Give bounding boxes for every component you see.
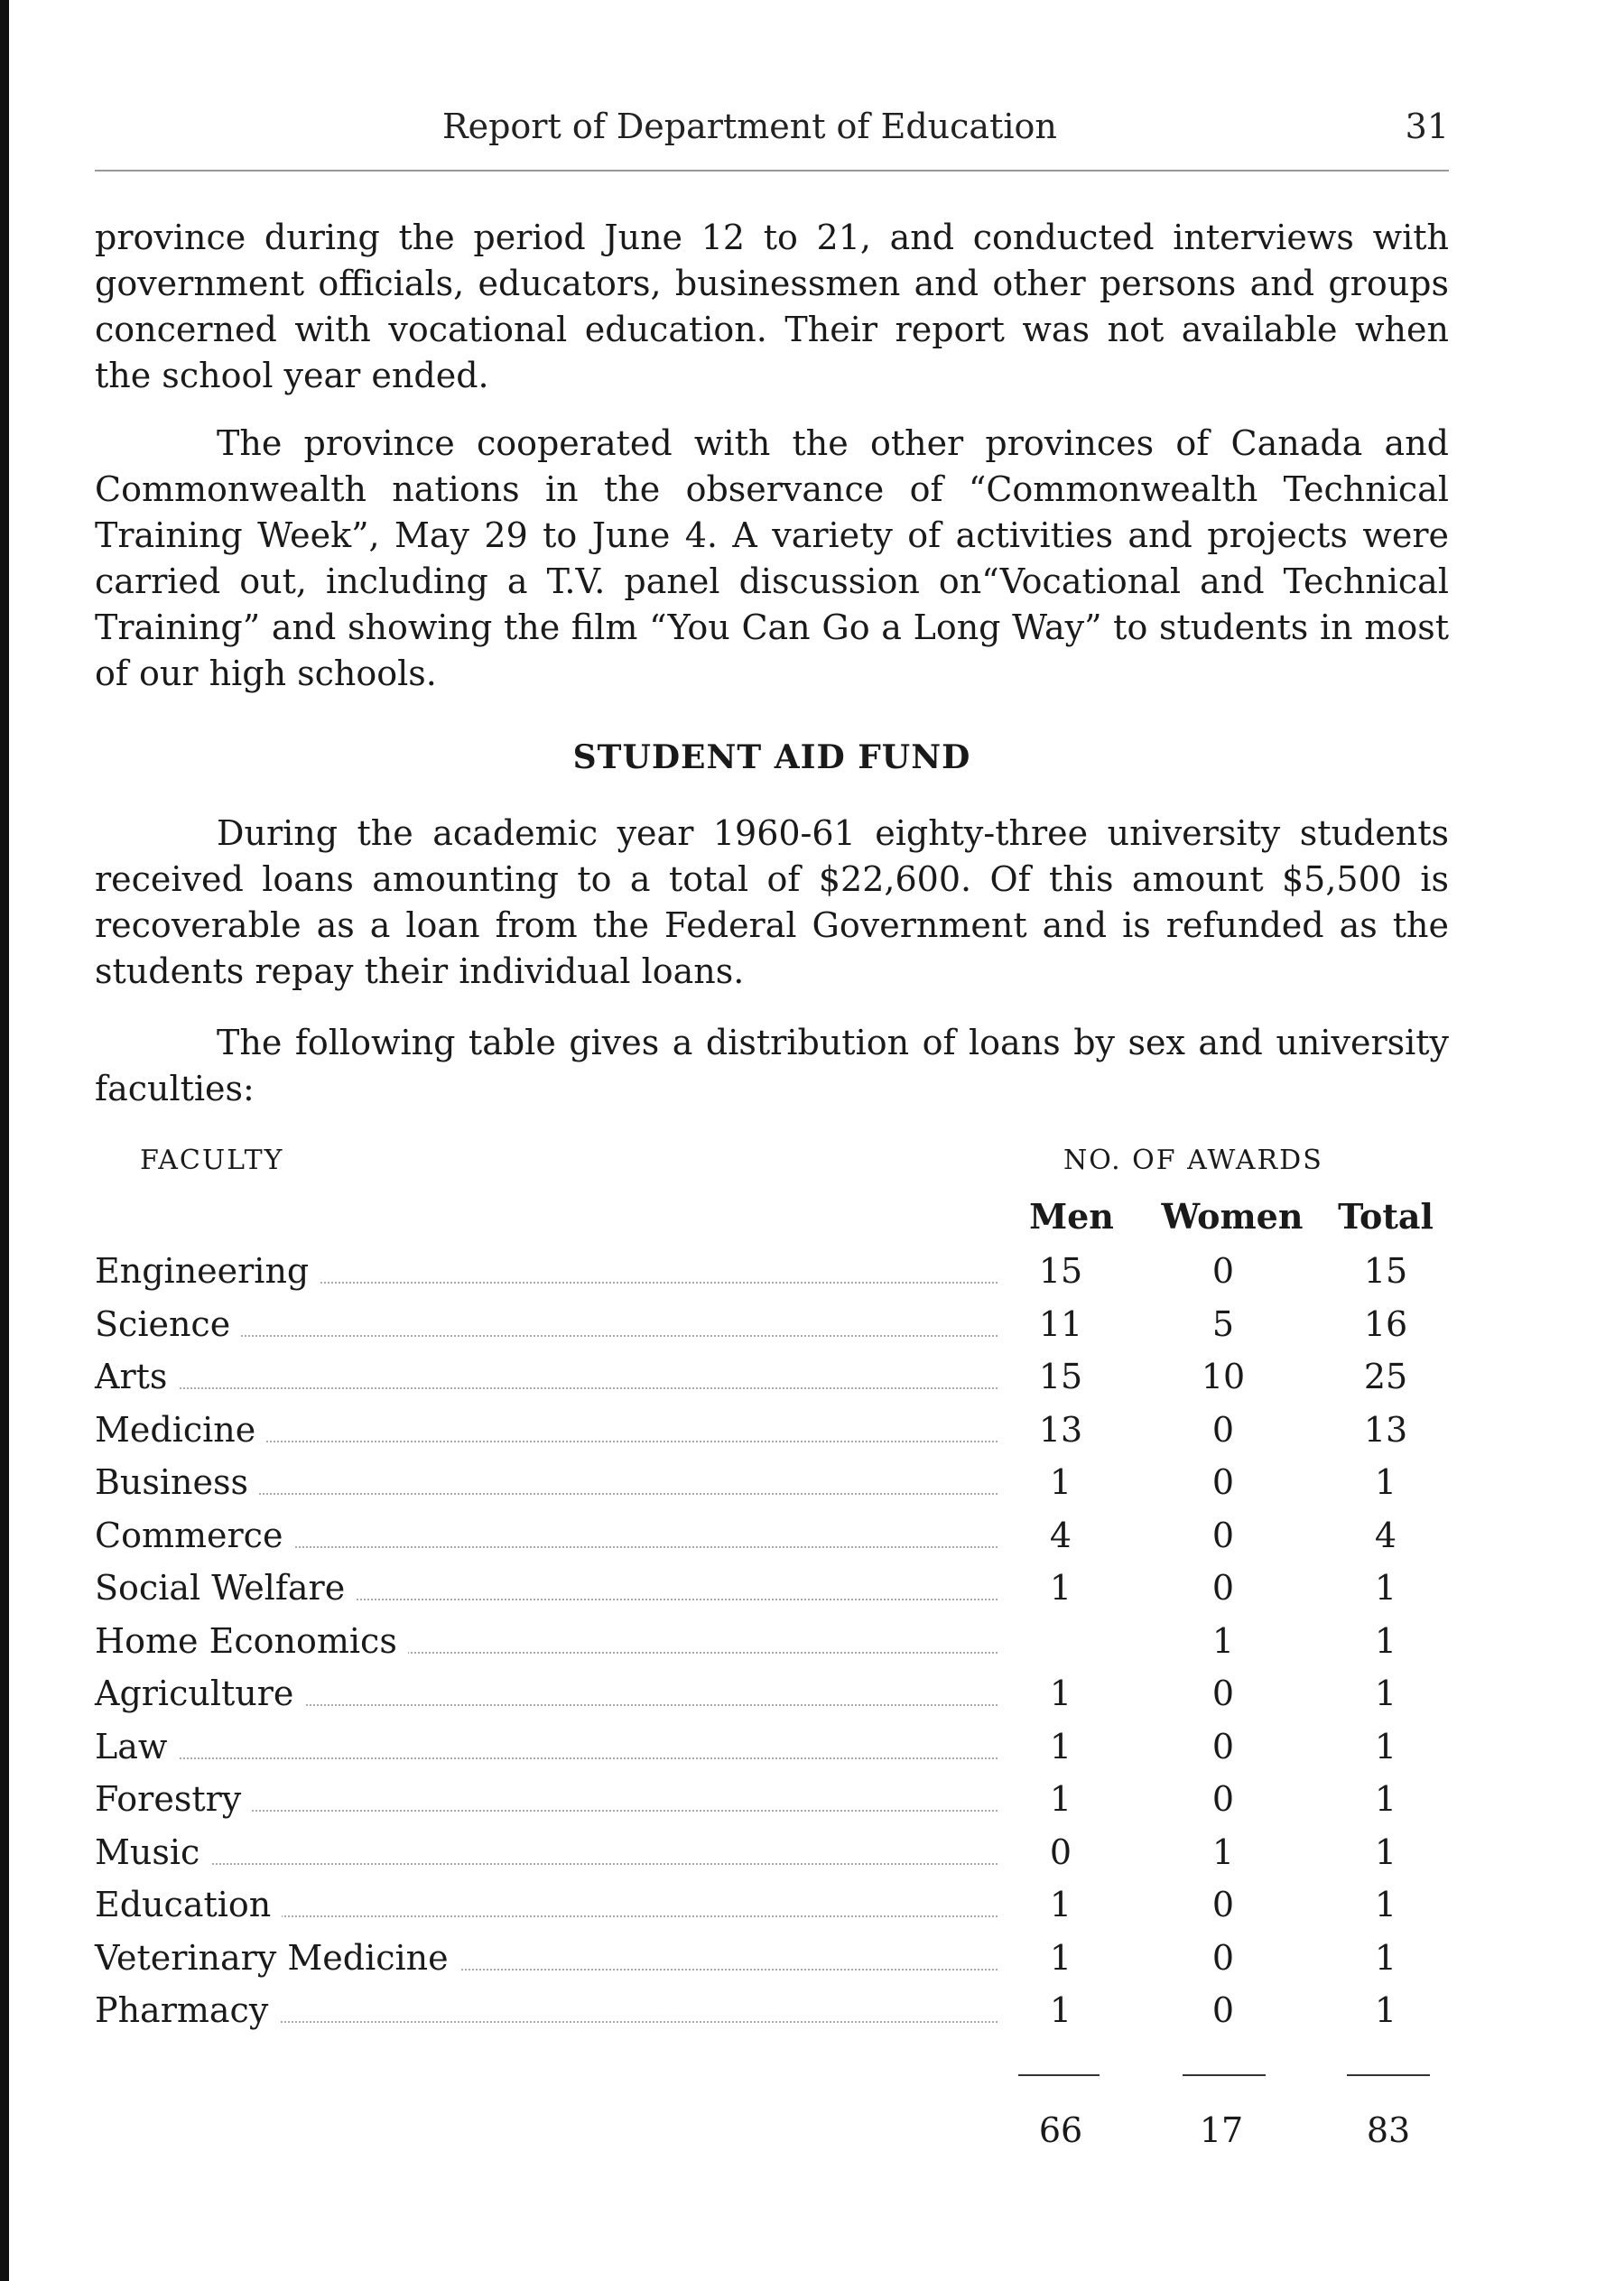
dot-leader [104, 1757, 998, 1759]
men-count: 11 [1038, 1303, 1083, 1344]
faculty-name: Veterinary Medicine [95, 1938, 459, 1978]
women-column-header: Women [1161, 1196, 1304, 1237]
page-number: 31 [1405, 107, 1449, 146]
women-count: 0 [1211, 1937, 1235, 1978]
men-count: 15 [1038, 1357, 1083, 1396]
men-count: 0 [1049, 1831, 1072, 1872]
total-count: 25 [1363, 1357, 1408, 1396]
total-column-header: Total [1338, 1196, 1434, 1237]
men-count: 1 [1049, 1726, 1072, 1766]
women-total: 17 [1199, 2110, 1244, 2150]
men-column-header: Men [1029, 1196, 1114, 1237]
table-row [95, 1410, 1449, 1463]
men-count: 4 [1049, 1515, 1072, 1555]
paragraph-vocational-report: province during the period June 12 to 21, and conducted interviews with government officials, educators, businessmen and other persons and groups concerned with vocational education. Their report was not available when the school year ended. [95, 218, 1449, 395]
faculty-name: Agriculture [95, 1674, 304, 1713]
report-title: Report of Department of Education [442, 107, 1057, 146]
men-count: 1 [1049, 1937, 1072, 1978]
table-row [95, 1727, 1449, 1780]
faculty-name: Pharmacy [95, 1990, 279, 2030]
total-count: 1 [1374, 1568, 1397, 1608]
men-count: 15 [1038, 1251, 1083, 1291]
women-count: 5 [1211, 1303, 1235, 1344]
total-sum-rule [1347, 2074, 1430, 2076]
women-count: 0 [1211, 1990, 1235, 2030]
faculty-column-header: FACULTY [140, 1145, 284, 1176]
total-count: 1 [1374, 1620, 1397, 1661]
women-count: 1 [1211, 1831, 1235, 1872]
men-count: 1 [1049, 1885, 1072, 1924]
faculty-name: Home Economics [95, 1621, 408, 1661]
women-count: 0 [1211, 1515, 1235, 1555]
faculty-name: Engineering [95, 1251, 320, 1291]
faculty-name: Social Welfare [95, 1568, 356, 1608]
faculty-name: Forestry [95, 1779, 252, 1819]
table-row [95, 1621, 1449, 1674]
men-total: 66 [1038, 2110, 1083, 2150]
dot-leader [104, 1863, 998, 1865]
table-row [95, 1568, 1449, 1621]
table-row [95, 1462, 1449, 1516]
table-row [95, 1938, 1449, 1991]
table-row [95, 1885, 1449, 1938]
faculty-name: Music [95, 1832, 210, 1872]
total-count: 1 [1374, 1990, 1397, 2030]
men-count: 1 [1049, 1674, 1072, 1713]
women-count: 0 [1211, 1726, 1235, 1766]
total-count: 1 [1374, 1726, 1397, 1766]
women-count: 0 [1211, 1462, 1235, 1502]
total-count: 1 [1374, 1779, 1397, 1819]
paragraph-student-loans: During the academic year 1960-61 eighty-three university students received loans amounting to a total of $22,600. Of this amount $5,500 is recoverable as a loan from the Federal Government and is refunded as the students repay their individual loans. [95, 813, 1449, 991]
faculty-name: Law [95, 1727, 178, 1766]
grand-total: 83 [1366, 2110, 1411, 2150]
men-sum-rule [1018, 2074, 1100, 2076]
total-count: 1 [1374, 1937, 1397, 1978]
awards-table [95, 1251, 1449, 2044]
total-count: 4 [1374, 1515, 1397, 1555]
men-count: 1 [1049, 1462, 1072, 1502]
women-count: 0 [1211, 1251, 1235, 1291]
section-heading: STUDENT AID FUND [572, 738, 971, 776]
table-row [95, 1516, 1449, 1569]
table-row [95, 1990, 1449, 2044]
table-row [95, 1832, 1449, 1886]
total-count: 1 [1374, 1674, 1397, 1713]
total-count: 15 [1363, 1251, 1408, 1291]
header-divider [95, 170, 1449, 172]
faculty-name: Medicine [95, 1410, 266, 1450]
men-count: 13 [1038, 1409, 1083, 1450]
women-count: 1 [1211, 1620, 1235, 1661]
table-row [95, 1357, 1449, 1410]
total-count: 16 [1363, 1303, 1408, 1344]
women-count: 0 [1211, 1674, 1235, 1713]
total-count: 1 [1374, 1885, 1397, 1924]
faculty-name: Arts [95, 1357, 178, 1396]
total-count: 13 [1363, 1409, 1408, 1450]
table-row [95, 1779, 1449, 1832]
awards-column-header: NO. OF AWARDS [1063, 1145, 1323, 1176]
women-count: 0 [1211, 1568, 1235, 1608]
total-count: 1 [1374, 1462, 1397, 1502]
faculty-name: Business [95, 1462, 259, 1502]
paragraph-table-intro: The following table gives a distribution of loans by sex and university faculties: [95, 1023, 1449, 1108]
men-count: 1 [1049, 1990, 1072, 2030]
paragraph-commonwealth-week: The province cooperated with the other provinces of Canada and Commonwealth nations in the observance of “Commonwealth Technical Training Week”, May 29 to June 4. A variety of activities and projects were carried out, including a T.V. panel discussion on“Vocational and Technical Training” and showing the film “You Can Go a Long Way” to students in most of our high schools. [95, 423, 1449, 693]
faculty-name: Education [95, 1885, 282, 1924]
total-count: 1 [1374, 1831, 1397, 1872]
women-sum-rule [1183, 2074, 1266, 2076]
women-count: 0 [1211, 1409, 1235, 1450]
table-row [95, 1304, 1449, 1358]
women-count: 0 [1211, 1885, 1235, 1924]
men-count: 1 [1049, 1779, 1072, 1819]
women-count: 10 [1201, 1357, 1246, 1396]
dot-leader [104, 1387, 998, 1389]
table-row [95, 1674, 1449, 1727]
women-count: 0 [1211, 1779, 1235, 1819]
table-row [95, 1251, 1449, 1304]
running-head [95, 107, 1449, 157]
faculty-name: Commerce [95, 1516, 293, 1555]
men-count: 1 [1049, 1568, 1072, 1608]
faculty-name: Science [95, 1304, 241, 1344]
